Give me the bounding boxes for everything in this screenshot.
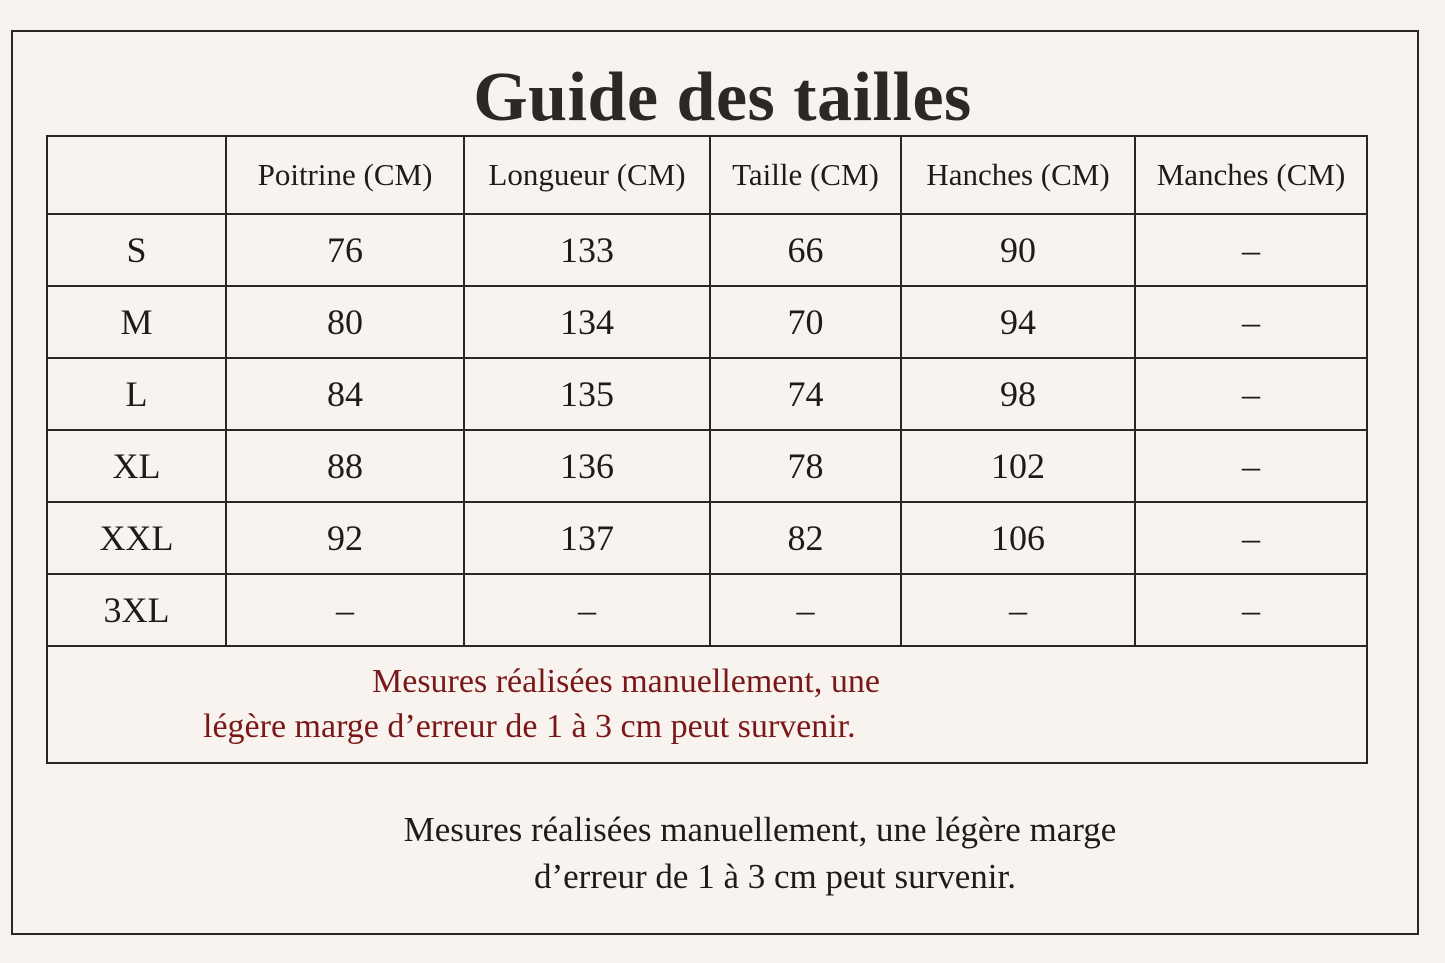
size-label: L (47, 358, 226, 430)
cell-hanches: 106 (901, 502, 1135, 574)
cell-manches: – (1135, 214, 1367, 286)
size-label: S (47, 214, 226, 286)
cell-taille: 70 (710, 286, 901, 358)
table-row (47, 214, 1367, 286)
footnote-line1: Mesures réalisées manuellement, une légère marge (403, 810, 1117, 849)
page-title: Guide des tailles (473, 59, 972, 136)
cell-manches: – (1135, 358, 1367, 430)
cell-longueur: 134 (464, 286, 710, 358)
cell-poitrine: – (226, 574, 464, 646)
cell-poitrine: 88 (226, 430, 464, 502)
table-row (47, 574, 1367, 646)
cell-poitrine: 84 (226, 358, 464, 430)
header-size (47, 136, 226, 214)
cell-longueur: – (464, 574, 710, 646)
footnote (0, 806, 1445, 900)
cell-longueur: 136 (464, 430, 710, 502)
cell-longueur: 137 (464, 502, 710, 574)
cell-manches: – (1135, 286, 1367, 358)
cell-hanches: – (901, 574, 1135, 646)
cell-longueur: 133 (464, 214, 710, 286)
header-manches: Manches (CM) (1135, 136, 1367, 214)
cell-poitrine: 80 (226, 286, 464, 358)
table-header-row (47, 136, 1367, 214)
size-label: 3XL (47, 574, 226, 646)
table-row (47, 286, 1367, 358)
header-taille: Taille (CM) (710, 136, 901, 214)
cell-taille: – (710, 574, 901, 646)
cell-hanches: 90 (901, 214, 1135, 286)
cell-taille: 78 (710, 430, 901, 502)
measurement-note-line2: légère marge d’erreur de 1 à 3 cm peut survenir. (203, 708, 856, 745)
header-poitrine: Poitrine (CM) (226, 136, 464, 214)
cell-hanches: 102 (901, 430, 1135, 502)
table-row (47, 502, 1367, 574)
footnote-line2: d’erreur de 1 à 3 cm peut survenir. (533, 857, 1017, 896)
measurement-note (47, 646, 1367, 763)
table-note-row (47, 646, 1367, 763)
cell-taille: 82 (710, 502, 901, 574)
cell-hanches: 98 (901, 358, 1135, 430)
cell-manches: – (1135, 574, 1367, 646)
cell-hanches: 94 (901, 286, 1135, 358)
cell-manches: – (1135, 502, 1367, 574)
cell-longueur: 135 (464, 358, 710, 430)
measurement-note-line1: Mesures réalisées manuellement, une (372, 663, 880, 700)
cell-poitrine: 92 (226, 502, 464, 574)
table-row (47, 358, 1367, 430)
cell-poitrine: 76 (226, 214, 464, 286)
size-label: M (47, 286, 226, 358)
header-longueur: Longueur (CM) (464, 136, 710, 214)
cell-taille: 66 (710, 214, 901, 286)
size-label: XXL (47, 502, 226, 574)
cell-taille: 74 (710, 358, 901, 430)
size-label: XL (47, 430, 226, 502)
cell-manches: – (1135, 430, 1367, 502)
size-chart-table (46, 135, 1368, 764)
header-hanches: Hanches (CM) (901, 136, 1135, 214)
table-row (47, 430, 1367, 502)
